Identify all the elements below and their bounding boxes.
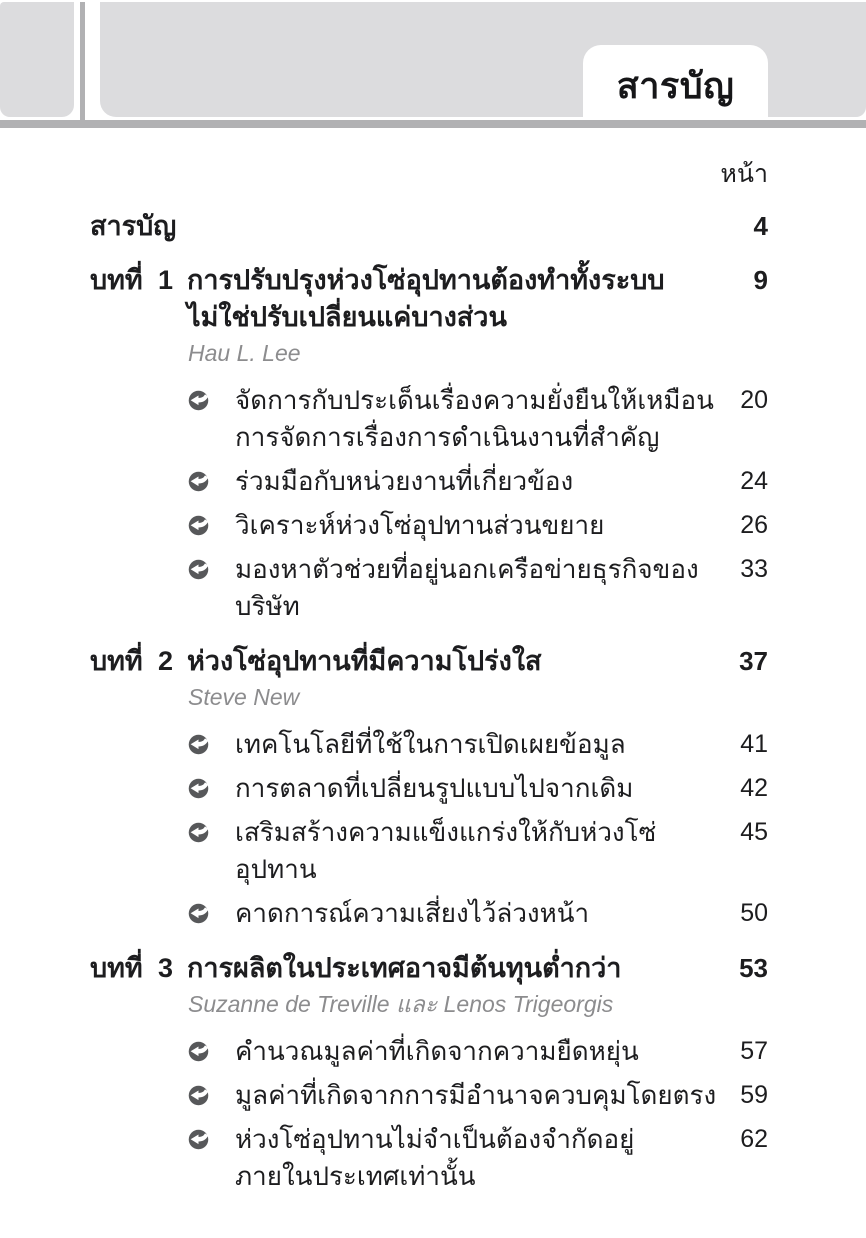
topic-title bbox=[235, 726, 740, 763]
topic-page: 33 bbox=[740, 555, 768, 583]
topic-entry bbox=[90, 726, 768, 763]
text-line: วิเคราะห์ห่วงโซ่อุปทานส่วนขยาย bbox=[235, 510, 605, 540]
circular-arrow-bullet-icon bbox=[188, 1041, 209, 1062]
topic-entry bbox=[90, 895, 768, 932]
circular-arrow-bullet-icon bbox=[188, 390, 209, 411]
topic-page: 26 bbox=[740, 511, 768, 539]
chapter-list bbox=[90, 262, 768, 1213]
text-line: การจัดการเรื่องการดำเนินงานที่สำคัญ bbox=[235, 422, 660, 452]
topic-title bbox=[235, 1077, 740, 1114]
chapter-heading-row bbox=[90, 262, 768, 336]
circular-arrow-bullet-icon bbox=[188, 1129, 209, 1150]
text-line: ภายในประเทศเท่านั้น bbox=[235, 1161, 476, 1191]
text-line: การผลิตในประเทศอาจมีต้นทุนต่ำกว่า bbox=[187, 953, 622, 983]
topic-title bbox=[235, 382, 740, 456]
topic-entry bbox=[90, 382, 768, 456]
chapter-page: 53 bbox=[739, 953, 768, 983]
circular-arrow-bullet-icon bbox=[188, 515, 209, 536]
topic-entry bbox=[90, 1077, 768, 1114]
chapter-prefix: บทที่ bbox=[90, 953, 143, 983]
topic-page: 42 bbox=[740, 774, 768, 802]
chapter-entry bbox=[90, 950, 768, 1195]
header-divider-horizontal bbox=[0, 120, 866, 128]
chapter-title bbox=[187, 950, 739, 987]
chapter-prefix: บทที่ bbox=[90, 265, 143, 295]
contents-tab-title: สารบัญ bbox=[616, 65, 735, 106]
text-line: มองหาตัวช่วยที่อยู่นอกเครือข่ายธุรกิจของบริษัท bbox=[235, 554, 699, 621]
topic-title bbox=[235, 770, 740, 807]
topic-title bbox=[235, 463, 740, 500]
circular-arrow-bullet-icon bbox=[188, 734, 209, 755]
text-line: เทคโนโลยีที่ใช้ในการเปิดเผยข้อมูล bbox=[235, 729, 626, 759]
topic-page: 24 bbox=[740, 467, 768, 495]
text-line: คาดการณ์ความเสี่ยงไว้ล่วงหน้า bbox=[235, 898, 590, 928]
topic-entry bbox=[90, 814, 768, 888]
circular-arrow-bullet-icon bbox=[188, 778, 209, 799]
chapter-number: 2 bbox=[158, 646, 174, 676]
topic-entry bbox=[90, 1121, 768, 1195]
topic-list bbox=[90, 382, 768, 625]
topic-page: 62 bbox=[740, 1125, 768, 1153]
chapter-page: 9 bbox=[753, 265, 768, 295]
text-line: คำนวณมูลค่าที่เกิดจากความยืดหยุ่น bbox=[235, 1036, 639, 1066]
text-line: มูลค่าที่เกิดจากการมีอำนาจควบคุมโดยตรง bbox=[235, 1080, 717, 1110]
topic-list bbox=[90, 1033, 768, 1195]
contents-tab bbox=[583, 45, 768, 120]
chapter-author: Suzanne de Treville และ Lenos Trigeorgis bbox=[188, 991, 614, 1017]
topic-page: 20 bbox=[740, 386, 768, 414]
topic-page: 57 bbox=[740, 1037, 768, 1065]
circular-arrow-bullet-icon bbox=[188, 822, 209, 843]
toc-entry-front bbox=[90, 208, 768, 245]
chapter-page: 37 bbox=[739, 646, 768, 676]
text-line: เสริมสร้างความแข็งแกร่งให้กับห่วงโซ่อุปทาน bbox=[235, 817, 657, 884]
circular-arrow-bullet-icon bbox=[188, 559, 209, 580]
chapter-author: Steve New bbox=[188, 684, 300, 710]
topic-title bbox=[235, 551, 740, 625]
text-line: ห่วงโซ่อุปทานที่มีความโปร่งใส bbox=[187, 646, 542, 676]
header-panel-left bbox=[0, 2, 74, 117]
chapter-entry bbox=[90, 643, 768, 932]
topic-entry bbox=[90, 463, 768, 500]
text-line: จัดการกับประเด็นเรื่องความยั่งยืนให้เหมือน bbox=[235, 385, 714, 415]
circular-arrow-bullet-icon bbox=[188, 471, 209, 492]
chapter-title bbox=[187, 262, 754, 336]
text-line: การตลาดที่เปลี่ยนรูปแบบไปจากเดิม bbox=[235, 773, 634, 803]
chapter-heading-row bbox=[90, 950, 768, 987]
text-line: ห่วงโซ่อุปทานไม่จำเป็นต้องจำกัดอยู่ bbox=[235, 1124, 635, 1154]
topic-entry bbox=[90, 551, 768, 625]
text-line: การปรับปรุงห่วงโซ่อุปทานต้องทำทั้งระบบ bbox=[187, 265, 665, 295]
chapter-prefix: บทที่ bbox=[90, 646, 143, 676]
text-line: ร่วมมือกับหน่วยงานที่เกี่ยวข้อง bbox=[235, 466, 574, 496]
topic-list bbox=[90, 726, 768, 932]
circular-arrow-bullet-icon bbox=[188, 903, 209, 924]
topic-entry bbox=[90, 770, 768, 807]
header-divider-vertical bbox=[80, 2, 85, 128]
topic-title bbox=[235, 1121, 740, 1195]
chapter-entry bbox=[90, 262, 768, 625]
circular-arrow-bullet-icon bbox=[188, 1085, 209, 1106]
front-entry-page: 4 bbox=[753, 211, 768, 241]
topic-title bbox=[235, 814, 740, 888]
topic-entry bbox=[90, 1033, 768, 1070]
topic-page: 45 bbox=[740, 818, 768, 846]
topic-entry bbox=[90, 507, 768, 544]
topic-page: 59 bbox=[740, 1081, 768, 1109]
topic-title bbox=[235, 1033, 740, 1070]
chapter-heading-row bbox=[90, 643, 768, 680]
chapter-title bbox=[187, 643, 739, 680]
front-entry-label: สารบัญ bbox=[90, 211, 177, 241]
chapter-author: Hau L. Lee bbox=[188, 340, 301, 366]
chapter-number: 1 bbox=[158, 265, 174, 295]
text-line: ไม่ใช่ปรับเปลี่ยนแค่บางส่วน bbox=[187, 302, 507, 332]
topic-title bbox=[235, 507, 740, 544]
topic-page: 50 bbox=[740, 899, 768, 927]
chapter-number: 3 bbox=[158, 953, 174, 983]
topic-title bbox=[235, 895, 740, 932]
page-column-label: หน้า bbox=[720, 160, 768, 188]
topic-page: 41 bbox=[740, 730, 768, 758]
